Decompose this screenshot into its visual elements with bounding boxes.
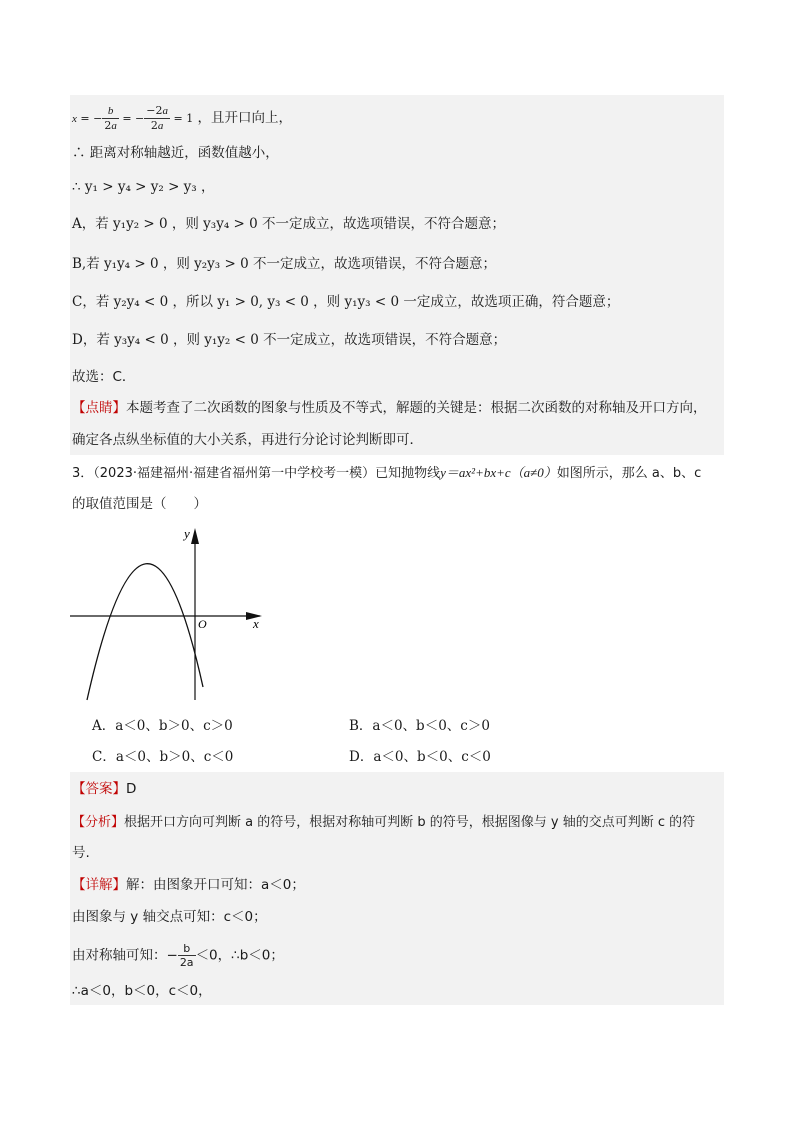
option-b: B．a＜0、b＜0、c＞0 xyxy=(349,718,490,734)
solution-line-2: ∴ 距离对称轴越近，函数值越小， xyxy=(72,145,279,161)
solution-option-a: A，若 y₁y₂ > 0 ，则 y₃y₄ > 0 不一定成立，故选项错误，不符合题意； xyxy=(72,216,506,232)
comment-line-1 xyxy=(72,398,707,418)
solution-choice: 故选：C． xyxy=(72,369,136,385)
detail-line-3 xyxy=(72,942,284,969)
option-c: C．a＜0、b＞0、c＜0 xyxy=(92,749,234,765)
fraction-b-over-2a-detail: $\frac{b}{2a}$ xyxy=(179,942,194,969)
question-suffix: 如图所示，那么 a、b、c xyxy=(556,466,702,481)
parabola-graph xyxy=(70,522,270,707)
axis-formula-line: x = − $\frac{b}{2a}$ = − $\frac{-2a}{2a}$ = 1 ，且开口向上， xyxy=(72,104,292,132)
analysis-tag: 【分析】 xyxy=(72,815,125,830)
question-line-2: 的取值范围是（ ） xyxy=(72,496,207,512)
y-axis-label: y xyxy=(184,526,190,541)
parabola-curve xyxy=(87,564,203,700)
answer-tag: 【答案】 xyxy=(72,781,126,797)
option-d: D．a＜0、b＜0、c＜0 xyxy=(349,749,491,765)
fraction-b-over-2a: $\frac{b}{2a}$ xyxy=(104,104,117,132)
detail-line-4: ∴a＜0，b＜0，c＜0， xyxy=(72,983,212,999)
comment-tag: 【点睛】 xyxy=(72,400,126,416)
detail-text-1: 解：由图象开口可知：a＜0； xyxy=(126,877,305,893)
detail-text-3-suffix: ＜0，∴b＜0； xyxy=(195,947,284,964)
option-a: A．a＜0、b＞0、c＞0 xyxy=(92,718,233,734)
detail-tag: 【详解】 xyxy=(72,877,126,893)
analysis-text-1: 根据开口方向可判断 a 的符号，根据对称轴可判断 b 的符号，根据图像与 y 轴的交点可判断 c 的符 xyxy=(124,815,696,830)
solution-option-b: B,若 y₁y₄ > 0 ，则 y₂y₃ > 0 不一定成立，故选项错误，不符合题意； xyxy=(72,256,496,272)
analysis-line-2: 号. xyxy=(72,845,90,861)
fraction-minus2a-over-2a: $\frac{-2a}{2a}$ xyxy=(146,104,168,132)
question-formula: y＝ax²+bx+c（a≠0） xyxy=(440,465,557,480)
answer-value: D xyxy=(126,781,137,797)
comment-text-1: 本题考查了二次函数的图象与性质及不等式，解题的关键是：根据二次函数的对称轴及开口方向， xyxy=(126,400,707,416)
analysis-line-1 xyxy=(72,813,695,833)
x-axis-label: x xyxy=(253,616,259,631)
question-prefix: 3．（2023·福建福州·福建省福州第一中学校考一模）已知抛物线 xyxy=(72,466,441,481)
axis-note: ，且开口向上， xyxy=(197,110,292,126)
detail-line-2: 由图象与 y 轴交点可知：c＜0； xyxy=(72,909,267,925)
solution-line-3: ∴ y₁ > y₄ > y₂ > y₃ ， xyxy=(72,179,215,195)
detail-text-3-prefix: 由对称轴可知：− xyxy=(72,947,178,964)
answer-line xyxy=(72,779,136,799)
y-axis-arrow xyxy=(191,528,199,544)
comment-line-2: 确定各点纵坐标值的大小关系，再进行分论讨论判断即可． xyxy=(72,432,423,448)
question-line-1 xyxy=(72,463,701,484)
solution-option-d: D，若 y₃y₄ < 0 ，则 y₁y₂ < 0 不一定成立，故选项错误，不符合题意； xyxy=(72,332,507,348)
detail-line-1 xyxy=(72,875,305,895)
origin-label: O xyxy=(198,617,207,631)
solution-option-c: C，若 y₂y₄ < 0 ，所以 y₁ > 0, y₃ < 0 ，则 y₁y₃ < 0 一定成立，故选项正确，符合题意； xyxy=(72,294,620,310)
